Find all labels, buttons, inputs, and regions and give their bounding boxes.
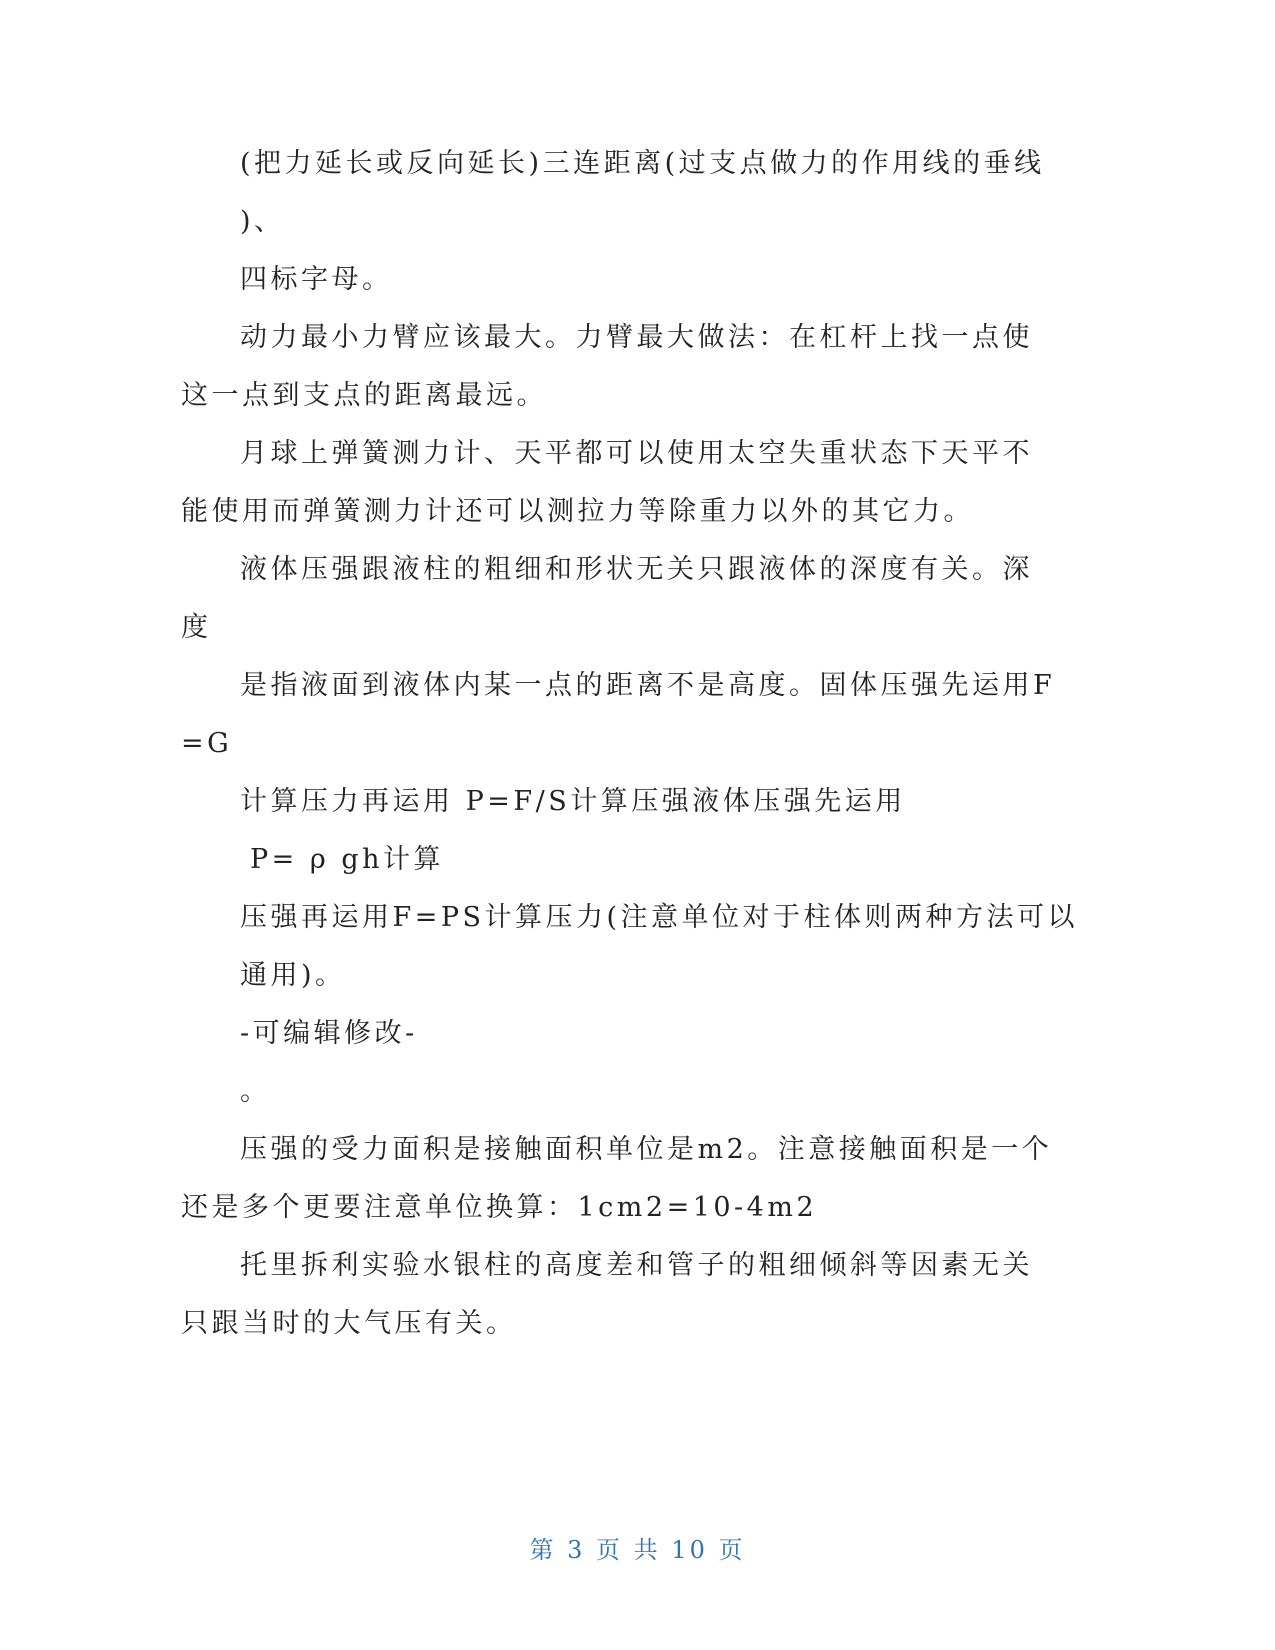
- text-line: 压强的受力面积是接触面积单位是m2。注意接触面积是一个: [240, 1134, 1053, 1165]
- text-line: 月球上弹簧测力计、天平都可以使用太空失重状态下天平不: [240, 438, 1033, 469]
- text-line: =G: [181, 728, 233, 759]
- text-line: 度: [181, 612, 212, 643]
- text-line: P= ρ gh计算: [250, 844, 445, 875]
- text-line: 四标字母。: [240, 264, 393, 295]
- text-line: )、: [240, 206, 285, 237]
- text-line: 是指液面到液体内某一点的距离不是高度。固体压强先运用F: [240, 670, 1056, 701]
- text-line: 能使用而弹簧测力计还可以测拉力等除重力以外的其它力。: [181, 496, 974, 527]
- text-line: 还是多个更要注意单位换算：1cm2=10-4m2: [181, 1192, 818, 1223]
- text-line: 计算压力再运用 P=F/S计算压强液体压强先运用: [240, 786, 906, 817]
- text-line: 只跟当时的大气压有关。: [181, 1308, 517, 1339]
- text-line: 托里拆利实验水银柱的高度差和管子的粗细倾斜等因素无关: [240, 1250, 1033, 1281]
- text-line: 。: [240, 1076, 271, 1107]
- text-line: -可编辑修改-: [240, 1018, 418, 1049]
- text-line: (把力延长或反向延长)三连距离(过支点做力的作用线的垂线: [240, 148, 1045, 179]
- text-line: 动力最小力臂应该最大。力臂最大做法：在杠杆上找一点使: [240, 322, 1033, 353]
- text-line: 液体压强跟液柱的粗细和形状无关只跟液体的深度有关。深: [240, 554, 1033, 585]
- text-line: 通用)。: [240, 960, 346, 991]
- page-number-footer: 第 3 页 共 10 页: [529, 1536, 746, 1564]
- text-line: 压强再运用F=PS计算压力(注意单位对于柱体则两种方法可以: [240, 902, 1079, 933]
- text-line: 这一点到支点的距离最远。: [181, 380, 547, 411]
